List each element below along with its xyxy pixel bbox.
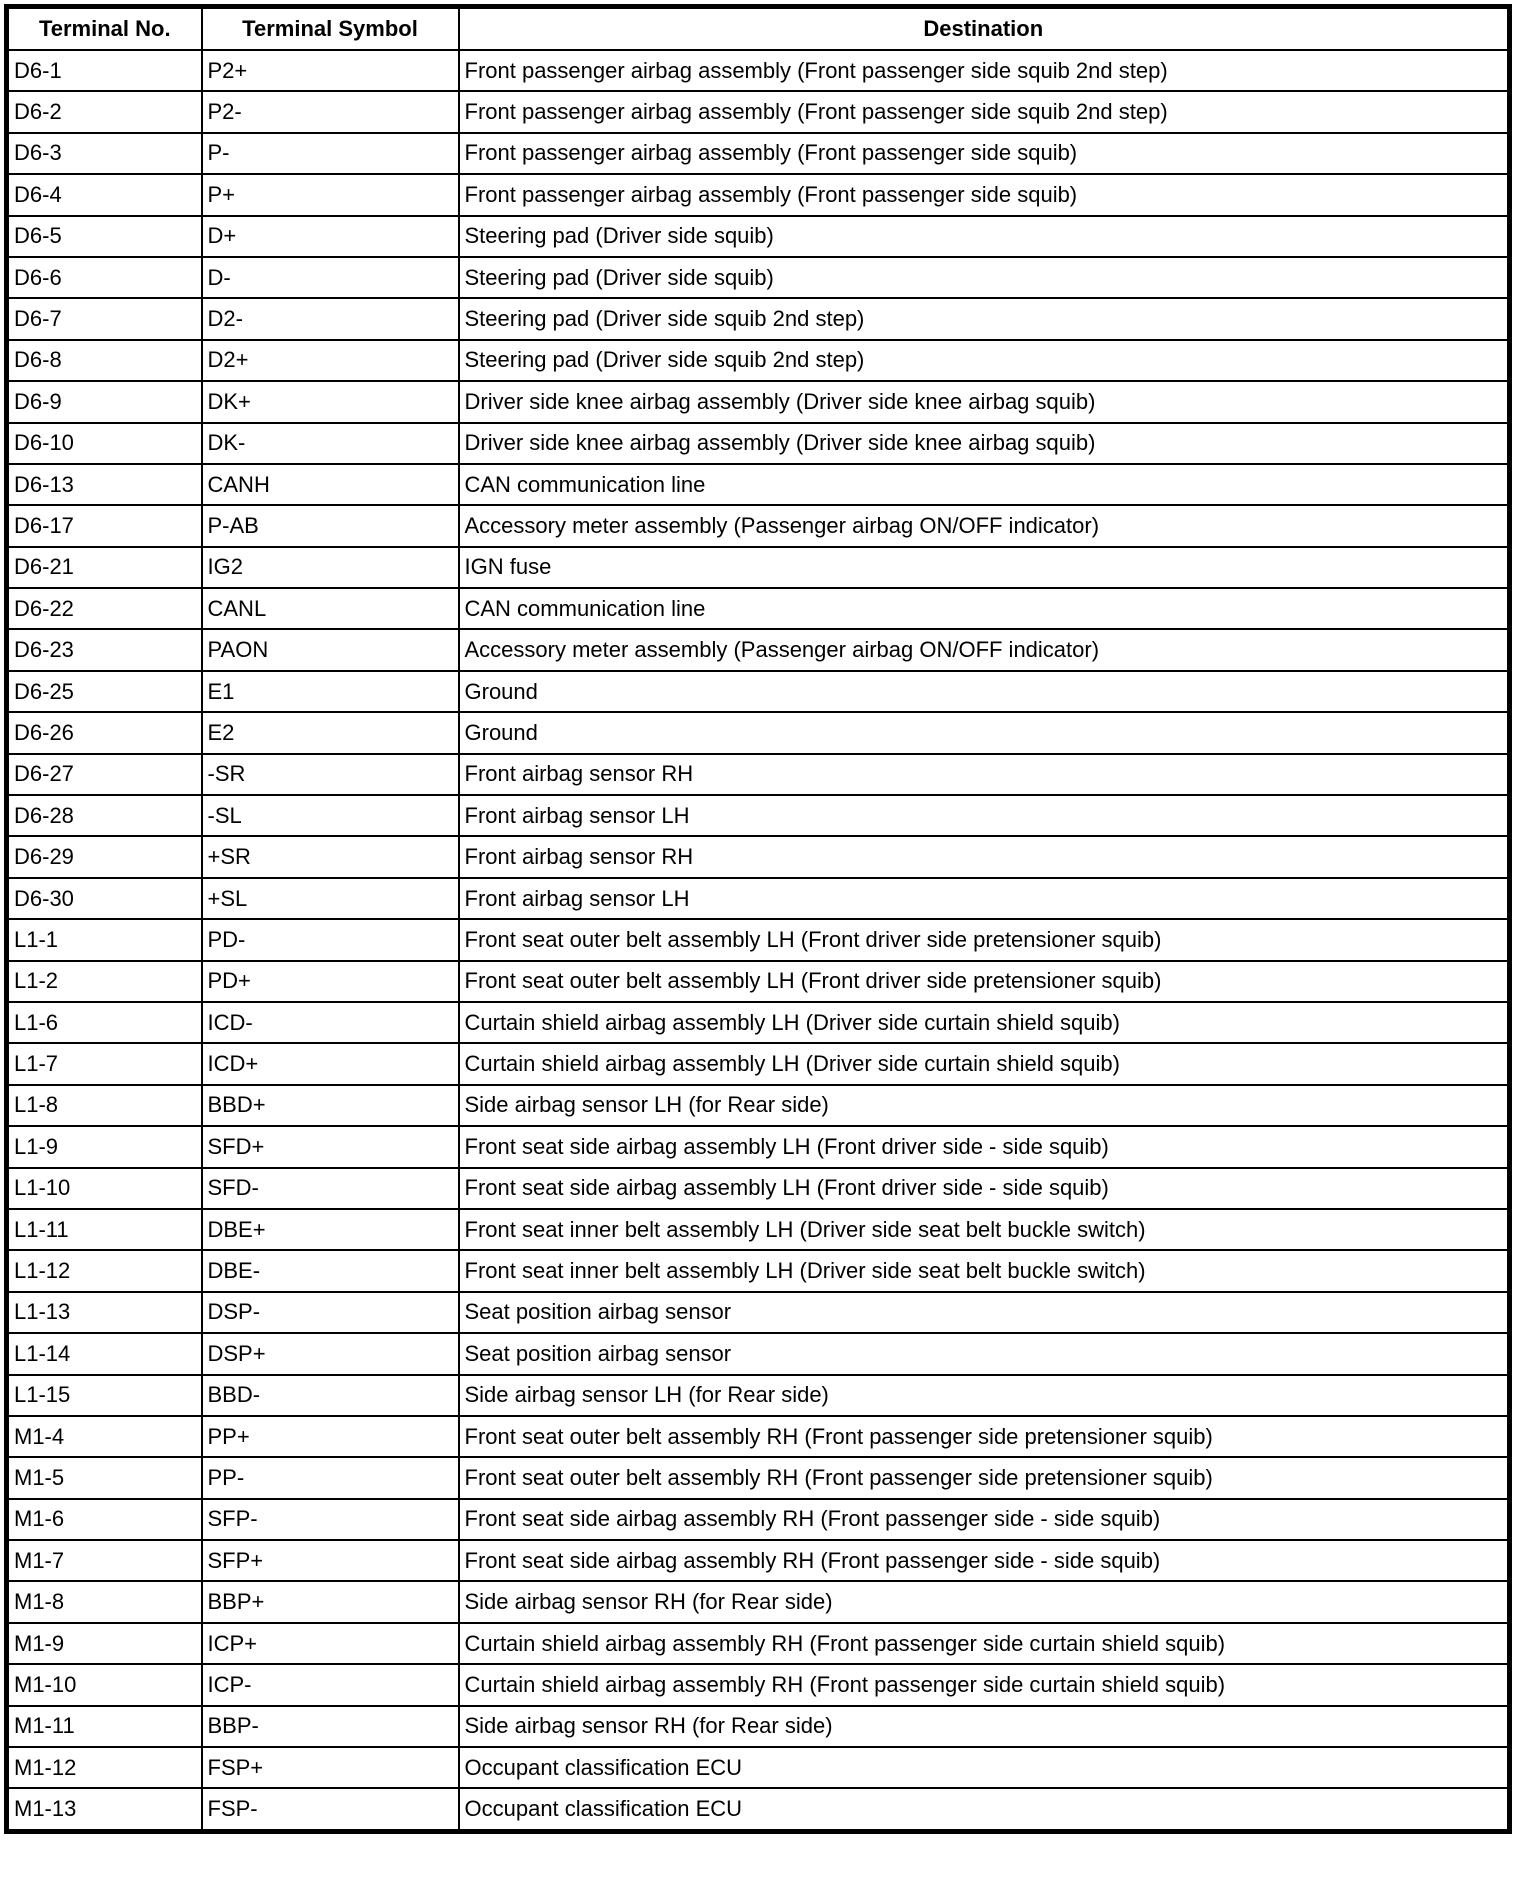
destination-cell: Steering pad (Driver side squib) bbox=[459, 216, 1510, 257]
destination-cell: Front seat side airbag assembly RH (Front passenger side - side squib) bbox=[459, 1540, 1510, 1581]
terminal-symbol-cell: P+ bbox=[202, 174, 459, 215]
destination-cell: Seat position airbag sensor bbox=[459, 1292, 1510, 1333]
destination-cell: Front seat side airbag assembly RH (Front passenger side - side squib) bbox=[459, 1499, 1510, 1540]
terminal-symbol-cell: -SR bbox=[202, 754, 459, 795]
destination-cell: Front seat outer belt assembly LH (Front driver side pretensioner squib) bbox=[459, 919, 1510, 960]
table-row bbox=[7, 1788, 1510, 1831]
terminal-no-cell: L1-15 bbox=[7, 1375, 202, 1416]
terminal-symbol-cell: P-AB bbox=[202, 505, 459, 546]
terminal-symbol-cell: DK+ bbox=[202, 381, 459, 422]
terminal-no-cell: M1-6 bbox=[7, 1499, 202, 1540]
destination-cell: Front passenger airbag assembly (Front passenger side squib 2nd step) bbox=[459, 50, 1510, 91]
table-row bbox=[7, 1747, 1510, 1788]
table-row bbox=[7, 712, 1510, 753]
terminal-no-cell: D6-17 bbox=[7, 505, 202, 546]
destination-cell: Front passenger airbag assembly (Front passenger side squib 2nd step) bbox=[459, 91, 1510, 132]
terminal-no-cell: D6-25 bbox=[7, 671, 202, 712]
terminal-no-cell: L1-9 bbox=[7, 1126, 202, 1167]
destination-cell: Occupant classification ECU bbox=[459, 1788, 1510, 1831]
table-row bbox=[7, 1457, 1510, 1498]
destination-cell: CAN communication line bbox=[459, 588, 1510, 629]
terminal-no-cell: D6-23 bbox=[7, 629, 202, 670]
terminal-symbol-cell: BBP+ bbox=[202, 1581, 459, 1622]
table-row bbox=[7, 464, 1510, 505]
table-row bbox=[7, 423, 1510, 464]
table-row bbox=[7, 174, 1510, 215]
terminal-no-cell: D6-1 bbox=[7, 50, 202, 91]
terminal-no-cell: M1-4 bbox=[7, 1416, 202, 1457]
destination-cell: Curtain shield airbag assembly RH (Front passenger side curtain shield squib) bbox=[459, 1664, 1510, 1705]
table-row bbox=[7, 91, 1510, 132]
table-row bbox=[7, 588, 1510, 629]
destination-cell: Front seat outer belt assembly RH (Front passenger side pretensioner squib) bbox=[459, 1457, 1510, 1498]
terminal-symbol-cell: PAON bbox=[202, 629, 459, 670]
terminal-no-cell: D6-7 bbox=[7, 298, 202, 339]
table-row bbox=[7, 1706, 1510, 1747]
terminal-symbol-cell: CANH bbox=[202, 464, 459, 505]
terminal-no-cell: L1-12 bbox=[7, 1250, 202, 1291]
table-row bbox=[7, 133, 1510, 174]
terminal-no-cell: D6-13 bbox=[7, 464, 202, 505]
table-row bbox=[7, 298, 1510, 339]
terminal-no-cell: L1-8 bbox=[7, 1085, 202, 1126]
terminal-no-cell: D6-9 bbox=[7, 381, 202, 422]
destination-cell: Curtain shield airbag assembly LH (Driver side curtain shield squib) bbox=[459, 1002, 1510, 1043]
terminal-symbol-cell: D+ bbox=[202, 216, 459, 257]
destination-cell: Accessory meter assembly (Passenger airbag ON/OFF indicator) bbox=[459, 505, 1510, 546]
table-row bbox=[7, 836, 1510, 877]
destination-cell: Side airbag sensor RH (for Rear side) bbox=[459, 1581, 1510, 1622]
destination-cell: Steering pad (Driver side squib 2nd step) bbox=[459, 340, 1510, 381]
terminal-no-cell: D6-22 bbox=[7, 588, 202, 629]
terminal-symbol-cell: ICD+ bbox=[202, 1043, 459, 1084]
header-terminal-symbol: Terminal Symbol bbox=[202, 7, 459, 51]
destination-cell: Steering pad (Driver side squib) bbox=[459, 257, 1510, 298]
table-row bbox=[7, 1292, 1510, 1333]
terminal-symbol-cell: DSP- bbox=[202, 1292, 459, 1333]
table-row bbox=[7, 919, 1510, 960]
terminal-symbol-cell: DBE+ bbox=[202, 1209, 459, 1250]
table-row bbox=[7, 1250, 1510, 1291]
terminal-no-cell: D6-27 bbox=[7, 754, 202, 795]
table-row bbox=[7, 1043, 1510, 1084]
terminal-symbol-cell: E2 bbox=[202, 712, 459, 753]
terminal-no-cell: L1-2 bbox=[7, 961, 202, 1002]
table-row bbox=[7, 1168, 1510, 1209]
terminal-no-cell: D6-4 bbox=[7, 174, 202, 215]
table-row bbox=[7, 1002, 1510, 1043]
destination-cell: Front seat inner belt assembly LH (Driver side seat belt buckle switch) bbox=[459, 1209, 1510, 1250]
destination-cell: Front airbag sensor RH bbox=[459, 836, 1510, 877]
terminal-table bbox=[4, 4, 1512, 1834]
table-row bbox=[7, 629, 1510, 670]
destination-cell: Side airbag sensor LH (for Rear side) bbox=[459, 1375, 1510, 1416]
destination-cell: Side airbag sensor LH (for Rear side) bbox=[459, 1085, 1510, 1126]
terminal-symbol-cell: BBD+ bbox=[202, 1085, 459, 1126]
destination-cell: IGN fuse bbox=[459, 547, 1510, 588]
terminal-symbol-cell: BBP- bbox=[202, 1706, 459, 1747]
table-row bbox=[7, 257, 1510, 298]
terminal-symbol-cell: PD- bbox=[202, 919, 459, 960]
destination-cell: Seat position airbag sensor bbox=[459, 1333, 1510, 1374]
destination-cell: Front airbag sensor RH bbox=[459, 754, 1510, 795]
destination-cell: Side airbag sensor RH (for Rear side) bbox=[459, 1706, 1510, 1747]
terminal-no-cell: M1-5 bbox=[7, 1457, 202, 1498]
header-row bbox=[7, 7, 1510, 51]
terminal-symbol-cell: IG2 bbox=[202, 547, 459, 588]
terminal-no-cell: D6-3 bbox=[7, 133, 202, 174]
table-row bbox=[7, 878, 1510, 919]
header-terminal-no: Terminal No. bbox=[7, 7, 202, 51]
terminal-symbol-cell: P- bbox=[202, 133, 459, 174]
terminal-symbol-cell: P2+ bbox=[202, 50, 459, 91]
terminal-symbol-cell: SFP+ bbox=[202, 1540, 459, 1581]
terminal-no-cell: D6-5 bbox=[7, 216, 202, 257]
table-row bbox=[7, 1581, 1510, 1622]
destination-cell: Front passenger airbag assembly (Front passenger side squib) bbox=[459, 133, 1510, 174]
terminal-no-cell: D6-26 bbox=[7, 712, 202, 753]
terminal-symbol-cell: BBD- bbox=[202, 1375, 459, 1416]
table-row bbox=[7, 795, 1510, 836]
terminal-symbol-cell: FSP- bbox=[202, 1788, 459, 1831]
terminal-symbol-cell: SFD- bbox=[202, 1168, 459, 1209]
destination-cell: Steering pad (Driver side squib 2nd step) bbox=[459, 298, 1510, 339]
destination-cell: Driver side knee airbag assembly (Driver side knee airbag squib) bbox=[459, 381, 1510, 422]
terminal-no-cell: M1-9 bbox=[7, 1623, 202, 1664]
destination-cell: Curtain shield airbag assembly LH (Driver side curtain shield squib) bbox=[459, 1043, 1510, 1084]
table-row bbox=[7, 1499, 1510, 1540]
table-row bbox=[7, 1375, 1510, 1416]
terminal-symbol-cell: E1 bbox=[202, 671, 459, 712]
table-body bbox=[7, 50, 1510, 1831]
terminal-no-cell: D6-8 bbox=[7, 340, 202, 381]
table-row bbox=[7, 381, 1510, 422]
table-row bbox=[7, 1416, 1510, 1457]
terminal-symbol-cell: P2- bbox=[202, 91, 459, 132]
terminal-symbol-cell: DSP+ bbox=[202, 1333, 459, 1374]
header-destination: Destination bbox=[459, 7, 1510, 51]
terminal-no-cell: D6-30 bbox=[7, 878, 202, 919]
terminal-no-cell: L1-7 bbox=[7, 1043, 202, 1084]
terminal-symbol-cell: PD+ bbox=[202, 961, 459, 1002]
terminal-no-cell: M1-12 bbox=[7, 1747, 202, 1788]
terminal-symbol-cell: ICD- bbox=[202, 1002, 459, 1043]
terminal-no-cell: D6-10 bbox=[7, 423, 202, 464]
destination-cell: Front airbag sensor LH bbox=[459, 795, 1510, 836]
terminal-symbol-cell: DBE- bbox=[202, 1250, 459, 1291]
table-row bbox=[7, 505, 1510, 546]
terminal-symbol-cell: D2- bbox=[202, 298, 459, 339]
terminal-symbol-cell: ICP- bbox=[202, 1664, 459, 1705]
table-row bbox=[7, 1623, 1510, 1664]
terminal-no-cell: D6-29 bbox=[7, 836, 202, 877]
terminal-no-cell: M1-8 bbox=[7, 1581, 202, 1622]
terminal-symbol-cell: FSP+ bbox=[202, 1747, 459, 1788]
table-row bbox=[7, 1085, 1510, 1126]
terminal-symbol-cell: D- bbox=[202, 257, 459, 298]
terminal-no-cell: L1-14 bbox=[7, 1333, 202, 1374]
table-row bbox=[7, 1540, 1510, 1581]
table-row bbox=[7, 50, 1510, 91]
table-row bbox=[7, 754, 1510, 795]
destination-cell: Front seat inner belt assembly LH (Driver side seat belt buckle switch) bbox=[459, 1250, 1510, 1291]
terminal-symbol-cell: DK- bbox=[202, 423, 459, 464]
terminal-symbol-cell: CANL bbox=[202, 588, 459, 629]
destination-cell: Front passenger airbag assembly (Front passenger side squib) bbox=[459, 174, 1510, 215]
destination-cell: Curtain shield airbag assembly RH (Front passenger side curtain shield squib) bbox=[459, 1623, 1510, 1664]
terminal-symbol-cell: PP+ bbox=[202, 1416, 459, 1457]
terminal-no-cell: M1-7 bbox=[7, 1540, 202, 1581]
table-row bbox=[7, 1664, 1510, 1705]
destination-cell: Front airbag sensor LH bbox=[459, 878, 1510, 919]
terminal-symbol-cell: SFD+ bbox=[202, 1126, 459, 1167]
destination-cell: Ground bbox=[459, 671, 1510, 712]
table-row bbox=[7, 216, 1510, 257]
terminal-no-cell: L1-11 bbox=[7, 1209, 202, 1250]
terminal-no-cell: D6-28 bbox=[7, 795, 202, 836]
destination-cell: Occupant classification ECU bbox=[459, 1747, 1510, 1788]
table-row bbox=[7, 1126, 1510, 1167]
terminal-no-cell: M1-13 bbox=[7, 1788, 202, 1831]
terminal-no-cell: D6-6 bbox=[7, 257, 202, 298]
destination-cell: Driver side knee airbag assembly (Driver side knee airbag squib) bbox=[459, 423, 1510, 464]
terminal-no-cell: M1-10 bbox=[7, 1664, 202, 1705]
terminal-symbol-cell: +SL bbox=[202, 878, 459, 919]
terminal-no-cell: D6-2 bbox=[7, 91, 202, 132]
destination-cell: Ground bbox=[459, 712, 1510, 753]
terminal-no-cell: L1-13 bbox=[7, 1292, 202, 1333]
terminal-no-cell: M1-11 bbox=[7, 1706, 202, 1747]
table-row bbox=[7, 340, 1510, 381]
terminal-no-cell: L1-6 bbox=[7, 1002, 202, 1043]
table-row bbox=[7, 671, 1510, 712]
destination-cell: CAN communication line bbox=[459, 464, 1510, 505]
terminal-symbol-cell: PP- bbox=[202, 1457, 459, 1498]
table-row bbox=[7, 1209, 1510, 1250]
destination-cell: Front seat side airbag assembly LH (Front driver side - side squib) bbox=[459, 1126, 1510, 1167]
terminal-symbol-cell: ICP+ bbox=[202, 1623, 459, 1664]
terminal-symbol-cell: D2+ bbox=[202, 340, 459, 381]
destination-cell: Accessory meter assembly (Passenger airbag ON/OFF indicator) bbox=[459, 629, 1510, 670]
table-row bbox=[7, 1333, 1510, 1374]
table-row bbox=[7, 547, 1510, 588]
terminal-no-cell: L1-1 bbox=[7, 919, 202, 960]
destination-cell: Front seat outer belt assembly RH (Front passenger side pretensioner squib) bbox=[459, 1416, 1510, 1457]
table-row bbox=[7, 961, 1510, 1002]
destination-cell: Front seat outer belt assembly LH (Front driver side pretensioner squib) bbox=[459, 961, 1510, 1002]
destination-cell: Front seat side airbag assembly LH (Front driver side - side squib) bbox=[459, 1168, 1510, 1209]
terminal-no-cell: D6-21 bbox=[7, 547, 202, 588]
terminal-symbol-cell: -SL bbox=[202, 795, 459, 836]
terminal-symbol-cell: +SR bbox=[202, 836, 459, 877]
terminal-no-cell: L1-10 bbox=[7, 1168, 202, 1209]
terminal-symbol-cell: SFP- bbox=[202, 1499, 459, 1540]
